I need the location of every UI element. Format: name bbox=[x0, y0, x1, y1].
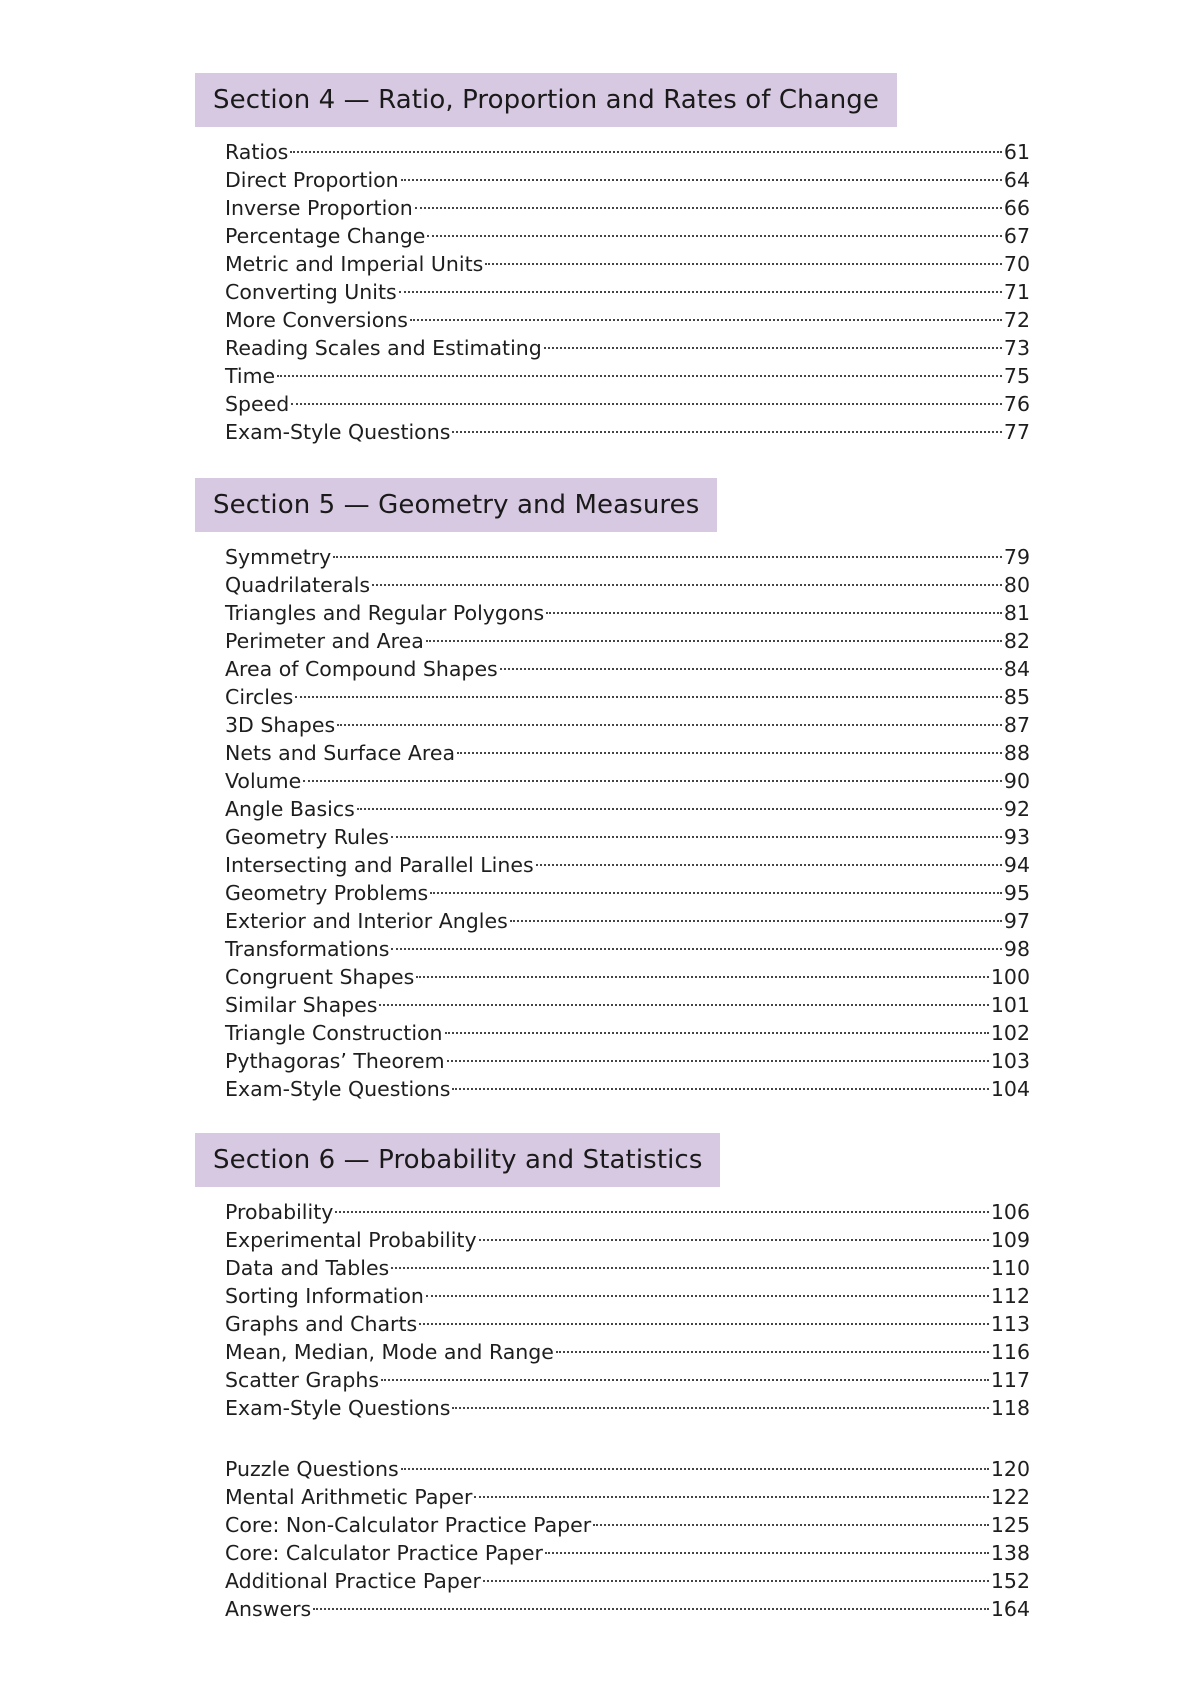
entry-label: Perimeter and Area bbox=[225, 629, 424, 653]
entry-page-number: 92 bbox=[1003, 797, 1030, 821]
entry-page-number: 103 bbox=[990, 1049, 1030, 1073]
toc-entry bbox=[225, 355, 1030, 388]
entry-page-number: 71 bbox=[1003, 280, 1030, 304]
entry-label: Triangle Construction bbox=[225, 1021, 443, 1045]
dot-leader bbox=[410, 299, 1002, 327]
dot-leader bbox=[445, 1012, 989, 1040]
entry-label: Congruent Shapes bbox=[225, 965, 415, 989]
dot-leader bbox=[337, 704, 1002, 732]
entry-page-number: 101 bbox=[990, 993, 1030, 1017]
entry-page-number: 138 bbox=[990, 1541, 1030, 1565]
dot-leader bbox=[546, 592, 1002, 620]
entry-page-number: 70 bbox=[1003, 252, 1030, 276]
dot-leader bbox=[391, 928, 1001, 956]
entry-page-number: 72 bbox=[1003, 308, 1030, 332]
dot-leader bbox=[401, 1448, 989, 1476]
dot-leader bbox=[500, 648, 1002, 676]
entry-page-number: 93 bbox=[1003, 825, 1030, 849]
entry-page-number: 122 bbox=[990, 1485, 1030, 1509]
entry-page-number: 112 bbox=[990, 1284, 1030, 1308]
entry-page-number: 113 bbox=[990, 1312, 1030, 1336]
entry-list bbox=[225, 131, 1030, 444]
toc-entry bbox=[225, 131, 1030, 164]
entry-label: Geometry Rules bbox=[225, 825, 390, 849]
toc-entry bbox=[225, 1191, 1030, 1224]
section-header: Section 6 — Probability and Statistics bbox=[195, 1133, 720, 1187]
dot-leader bbox=[485, 243, 1002, 271]
dot-leader bbox=[415, 187, 1002, 215]
entry-label: Reading Scales and Estimating bbox=[225, 336, 542, 360]
entry-page-number: 82 bbox=[1003, 629, 1030, 653]
entry-label: Nets and Surface Area bbox=[225, 741, 456, 765]
toc-entry bbox=[225, 1588, 1030, 1621]
entry-label: Time bbox=[225, 364, 276, 388]
entry-page-number: 104 bbox=[990, 1077, 1030, 1101]
entry-label: Puzzle Questions bbox=[225, 1457, 399, 1481]
entry-page-number: 76 bbox=[1003, 392, 1030, 416]
dot-leader bbox=[399, 271, 1002, 299]
entry-label: Scatter Graphs bbox=[225, 1368, 380, 1392]
entry-label: Exam-Style Questions bbox=[225, 420, 451, 444]
toc-entry bbox=[225, 411, 1030, 444]
dot-leader bbox=[430, 872, 1002, 900]
dot-leader bbox=[483, 1560, 989, 1588]
dot-leader bbox=[452, 411, 1002, 439]
dot-leader bbox=[290, 131, 1002, 159]
entry-label: Mental Arithmetic Paper bbox=[225, 1485, 473, 1509]
entry-page-number: 95 bbox=[1003, 881, 1030, 905]
dot-leader bbox=[544, 327, 1002, 355]
entry-label: Circles bbox=[225, 685, 294, 709]
entry-page-number: 64 bbox=[1003, 168, 1030, 192]
entry-label: Similar Shapes bbox=[225, 993, 378, 1017]
entry-label: Quadrilaterals bbox=[225, 573, 371, 597]
entry-label: Experimental Probability bbox=[225, 1228, 477, 1252]
entry-label: Additional Practice Paper bbox=[225, 1569, 481, 1593]
entry-page-number: 77 bbox=[1003, 420, 1030, 444]
entry-label: Sorting Information bbox=[225, 1284, 424, 1308]
entry-label: 3D Shapes bbox=[225, 713, 336, 737]
dot-leader bbox=[391, 1247, 989, 1275]
dot-leader bbox=[391, 816, 1002, 844]
entry-page-number: 152 bbox=[990, 1569, 1030, 1593]
entry-label: Ratios bbox=[225, 140, 289, 164]
entry-page-number: 106 bbox=[990, 1200, 1030, 1224]
dot-leader bbox=[357, 788, 1002, 816]
entry-page-number: 98 bbox=[1003, 937, 1030, 961]
entry-page-number: 85 bbox=[1003, 685, 1030, 709]
dot-leader bbox=[419, 1303, 989, 1331]
entry-label: Angle Basics bbox=[225, 797, 355, 821]
entry-label: Core: Non-Calculator Practice Paper bbox=[225, 1513, 592, 1537]
dot-leader bbox=[479, 1219, 989, 1247]
entry-label: Pythagoras’ Theorem bbox=[225, 1049, 445, 1073]
dot-leader bbox=[510, 900, 1002, 928]
dot-leader bbox=[426, 1275, 989, 1303]
dot-leader bbox=[556, 1331, 989, 1359]
toc-entry bbox=[225, 564, 1030, 597]
entry-label: Metric and Imperial Units bbox=[225, 252, 484, 276]
dot-leader bbox=[593, 1504, 989, 1532]
toc-entry bbox=[225, 1448, 1030, 1481]
entry-label: Exam-Style Questions bbox=[225, 1396, 451, 1420]
entry-page-number: 120 bbox=[990, 1457, 1030, 1481]
entry-label: Converting Units bbox=[225, 280, 397, 304]
entry-page-number: 87 bbox=[1003, 713, 1030, 737]
entry-label: More Conversions bbox=[225, 308, 408, 332]
entry-label: Intersecting and Parallel Lines bbox=[225, 853, 534, 877]
dot-leader bbox=[401, 159, 1002, 187]
entry-page-number: 164 bbox=[990, 1597, 1030, 1621]
toc-entry bbox=[225, 788, 1030, 821]
section-header: Section 5 — Geometry and Measures bbox=[195, 478, 717, 532]
entry-label: Direct Proportion bbox=[225, 168, 399, 192]
entry-page-number: 102 bbox=[990, 1021, 1030, 1045]
entry-label: Inverse Proportion bbox=[225, 196, 413, 220]
dot-leader bbox=[474, 1476, 988, 1504]
toc-entry bbox=[225, 159, 1030, 192]
section-header: Section 4 — Ratio, Proportion and Rates of Change bbox=[195, 73, 897, 127]
dot-leader bbox=[372, 564, 1002, 592]
entry-page-number: 81 bbox=[1003, 601, 1030, 625]
entry-page-number: 73 bbox=[1003, 336, 1030, 360]
entry-page-number: 117 bbox=[990, 1368, 1030, 1392]
dot-leader bbox=[277, 355, 1002, 383]
entry-label: Exam-Style Questions bbox=[225, 1077, 451, 1101]
entry-page-number: 67 bbox=[1003, 224, 1030, 248]
entry-page-number: 100 bbox=[990, 965, 1030, 989]
dot-leader bbox=[379, 984, 988, 1012]
dot-leader bbox=[457, 732, 1002, 760]
dot-leader bbox=[295, 676, 1002, 704]
toc-entry bbox=[225, 536, 1030, 569]
toc-entry bbox=[225, 1219, 1030, 1252]
dot-leader bbox=[447, 1040, 989, 1068]
dot-leader bbox=[381, 1359, 989, 1387]
entry-page-number: 116 bbox=[990, 1340, 1030, 1364]
entry-label: Graphs and Charts bbox=[225, 1312, 418, 1336]
toc-entry bbox=[225, 760, 1030, 793]
dot-leader bbox=[426, 620, 1002, 648]
dot-leader bbox=[335, 1191, 988, 1219]
entry-label: Mean, Median, Mode and Range bbox=[225, 1340, 554, 1364]
toc-entry bbox=[225, 732, 1030, 765]
dot-leader bbox=[452, 1387, 988, 1415]
entry-page-number: 125 bbox=[990, 1513, 1030, 1537]
entry-page-number: 66 bbox=[1003, 196, 1030, 220]
entry-label: Core: Calculator Practice Paper bbox=[225, 1541, 543, 1565]
entry-page-number: 84 bbox=[1003, 657, 1030, 681]
entry-label: Symmetry bbox=[225, 545, 332, 569]
entry-list bbox=[225, 1448, 1030, 1621]
entry-label: Transformations bbox=[225, 937, 390, 961]
entry-label: Answers bbox=[225, 1597, 312, 1621]
toc-entry bbox=[225, 383, 1030, 416]
entry-page-number: 97 bbox=[1003, 909, 1030, 933]
entry-label: Volume bbox=[225, 769, 302, 793]
dot-leader bbox=[545, 1532, 989, 1560]
entry-page-number: 80 bbox=[1003, 573, 1030, 597]
entry-page-number: 79 bbox=[1003, 545, 1030, 569]
dot-leader bbox=[291, 383, 1002, 411]
entry-list bbox=[225, 536, 1030, 1101]
entry-label: Triangles and Regular Polygons bbox=[225, 601, 545, 625]
entry-page-number: 118 bbox=[990, 1396, 1030, 1420]
dot-leader bbox=[452, 1068, 988, 1096]
dot-leader bbox=[313, 1588, 989, 1616]
entry-label: Probability bbox=[225, 1200, 334, 1224]
entry-page-number: 75 bbox=[1003, 364, 1030, 388]
entry-list bbox=[225, 1191, 1030, 1420]
entry-page-number: 109 bbox=[990, 1228, 1030, 1252]
dot-leader bbox=[303, 760, 1002, 788]
toc-entry bbox=[225, 676, 1030, 709]
entry-page-number: 90 bbox=[1003, 769, 1030, 793]
entry-page-number: 88 bbox=[1003, 741, 1030, 765]
dot-leader bbox=[333, 536, 1002, 564]
entry-label: Data and Tables bbox=[225, 1256, 390, 1280]
dot-leader bbox=[416, 956, 989, 984]
entry-page-number: 110 bbox=[990, 1256, 1030, 1280]
entry-label: Percentage Change bbox=[225, 224, 426, 248]
dot-leader bbox=[427, 215, 1002, 243]
dot-leader bbox=[536, 844, 1002, 872]
entry-page-number: 61 bbox=[1003, 140, 1030, 164]
entry-label: Exterior and Interior Angles bbox=[225, 909, 508, 933]
entry-label: Geometry Problems bbox=[225, 881, 429, 905]
entry-page-number: 94 bbox=[1003, 853, 1030, 877]
entry-label: Area of Compound Shapes bbox=[225, 657, 498, 681]
toc-entry bbox=[225, 704, 1030, 737]
entry-label: Speed bbox=[225, 392, 290, 416]
